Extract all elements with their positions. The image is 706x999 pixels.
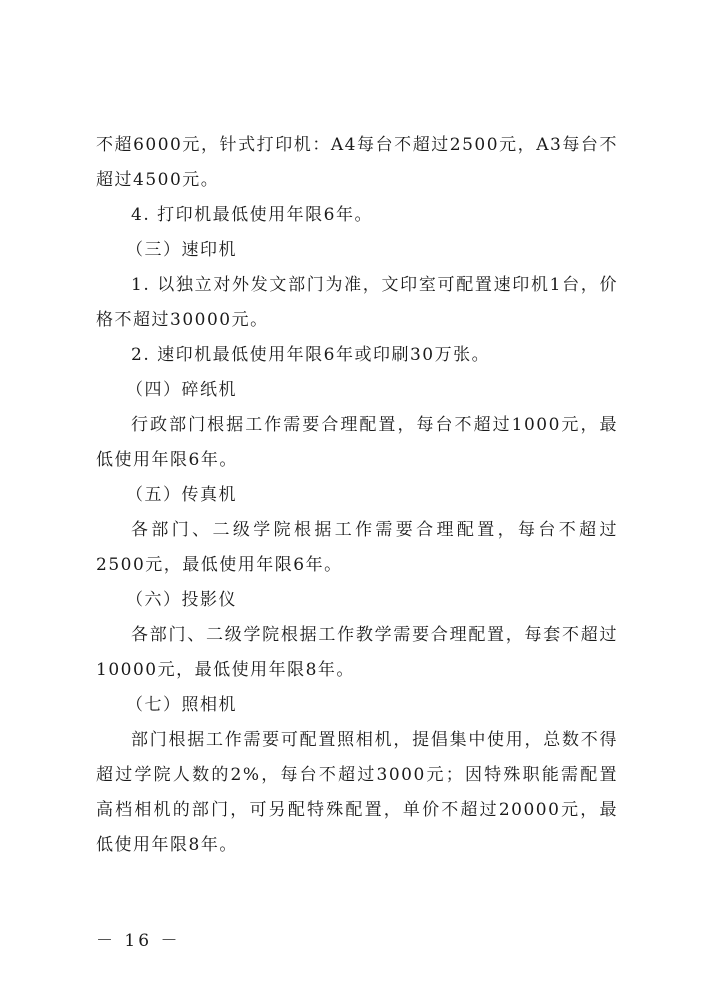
paragraph-duplicator-lifespan: 2. 速印机最低使用年限6年或印刷30万张。 [131,345,491,365]
paragraph-printer-lifespan: 4. 打印机最低使用年限6年。 [131,205,373,225]
paragraph-projector: 各部门、二级学院根据工作教学需要合理配置，每套不超过10000元，最低使用年限8年。 [96,625,618,680]
paragraph-continuation: 不超6000元，针式打印机：A4每台不超过2500元，A3每台不超过4500元。 [96,135,618,190]
paragraph-fax: 各部门、二级学院根据工作需要合理配置，每台不超过2500元，最低使用年限6年。 [96,520,618,575]
paragraph-duplicator-config: 1. 以独立对外发文部门为准，文印室可配置速印机1台，价格不超过30000元。 [96,275,618,330]
section-heading-duplicator: （三）速印机 [126,240,237,260]
paragraph-shredder: 行政部门根据工作需要合理配置，每台不超过1000元，最低使用年限6年。 [96,415,618,470]
section-heading-shredder: （四）碎纸机 [126,380,237,400]
page-number: － 16 － [96,931,181,951]
section-heading-fax: （五）传真机 [126,485,237,505]
section-heading-projector: （六）投影仪 [126,590,237,610]
section-heading-camera: （七）照相机 [126,695,237,715]
paragraph-camera: 部门根据工作需要可配置照相机，提倡集中使用，总数不得超过学院人数的2%，每台不超过3000元；因特殊职能需配置高档相机的部门，可另配特殊配置，单价不超过20000元，最低使用年限8年。 [96,730,618,855]
document-body [96,128,618,863]
